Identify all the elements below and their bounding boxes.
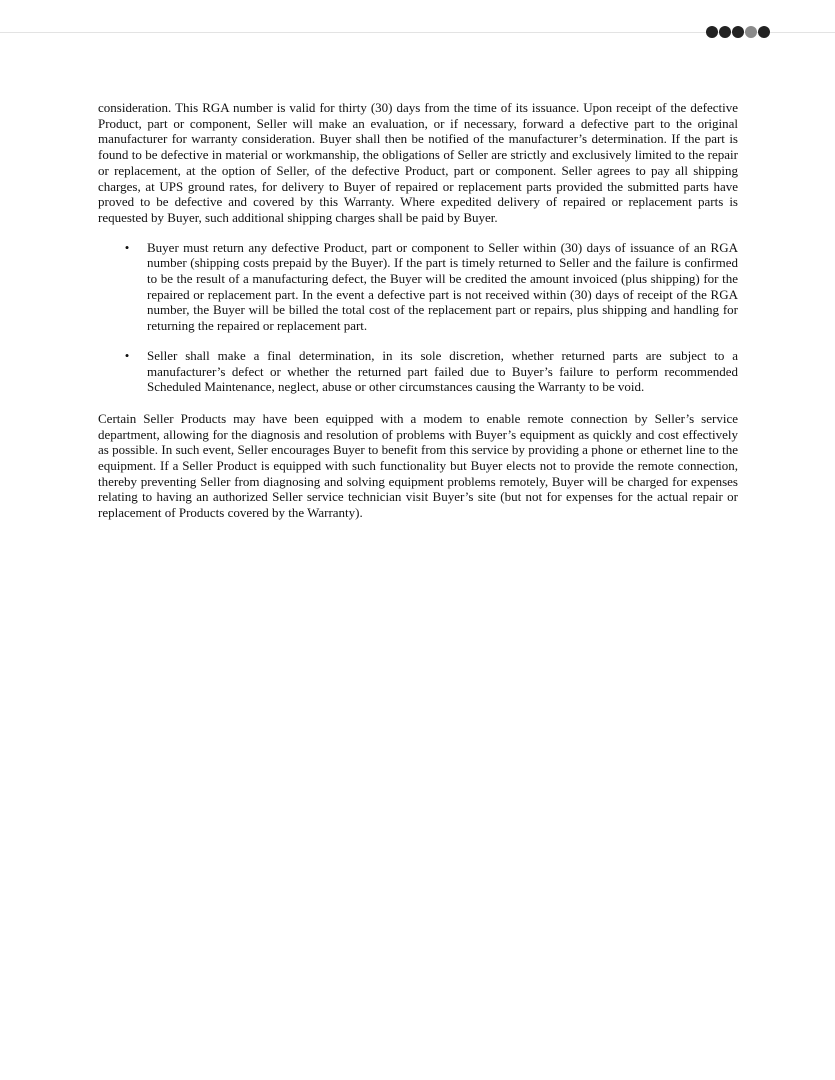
bullet-text-return-policy: Buyer must return any defective Product, part or component to Seller within (30) days of issuance of an RGA number (shipping costs prepaid by the Buyer). If the part is timely returned to Seller and the failure is confirmed to be the result of a manufacturing defect, the Buyer will be credited the amount invoiced (plus shipping) for the repaired or replacement part. In the event a defective part is not received within (30) days of receipt of the RGA number, the Buyer will be billed the total cost of the replacement part or repairs, plus shipping and handling for returning the repaired or replacement part. [147, 239, 738, 334]
paragraph-remote-connection: Certain Seller Products may have been equipped with a modem to enable remote connection by Seller’s service department, allowing for the diagnosis and resolution of problems with Buyer’s equipment as quickly and cost effectively as possible. In such event, Seller encourages Buyer to benefit from this service by providing a phone or ethernet line to the equipment. If a Seller Product is equipped with such functionality but Buyer elects not to provide the remote connection, thereby preventing Seller from diagnosing and solving equipment problems remotely, Buyer will be charged for expenses relating to having an authorized Seller service technician visit Buyer’s site (but not for expenses for the actual repair or replacement of Products covered by the Warranty). [98, 410, 738, 521]
logo-dot [719, 26, 731, 38]
bullet-icon: • [124, 347, 130, 363]
paragraph-warranty-evaluation: consideration. This RGA number is valid for thirty (30) days from the time of its issuance. Upon receipt of the defective Product, part or component, Seller will make an evaluation, or if necessary, forward a defective part to the original manufacturer for warranty consideration. Buyer shall then be notified of the manufacturer’s determination. If the part is found to be defective in material or workmanship, the obligations of Seller are strictly and exclusively limited to the repair or replacement, at the option of Seller, of the defective Product, part or component. Seller agrees to pay all shipping charges, at UPS ground rates, for delivery to Buyer of repaired or replacement parts provided the submitted parts have proved to be defective and covered by this Warranty. Where expedited delivery of repaired or replacement parts is requested by Buyer, such additional shipping charges shall be paid by Buyer. [98, 100, 738, 225]
logo-dot [706, 26, 718, 38]
bullet-icon: • [124, 239, 130, 255]
list-item [98, 348, 738, 395]
bullet-text-final-determination: Seller shall make a final determination, in its sole discretion, whether returned parts are subject to a manufacturer’s defect or whether the returned part failed due to Buyer’s failure to perform recommended Scheduled Maintenance, neglect, abuse or other circumstances causing the Warranty to be void. [147, 347, 738, 395]
logo-dot [758, 26, 770, 38]
logo-dots [706, 26, 770, 38]
logo-dot [745, 26, 757, 38]
list-item [98, 240, 738, 334]
bullet-list [98, 240, 738, 395]
document-body [98, 100, 738, 535]
logo-dot [732, 26, 744, 38]
